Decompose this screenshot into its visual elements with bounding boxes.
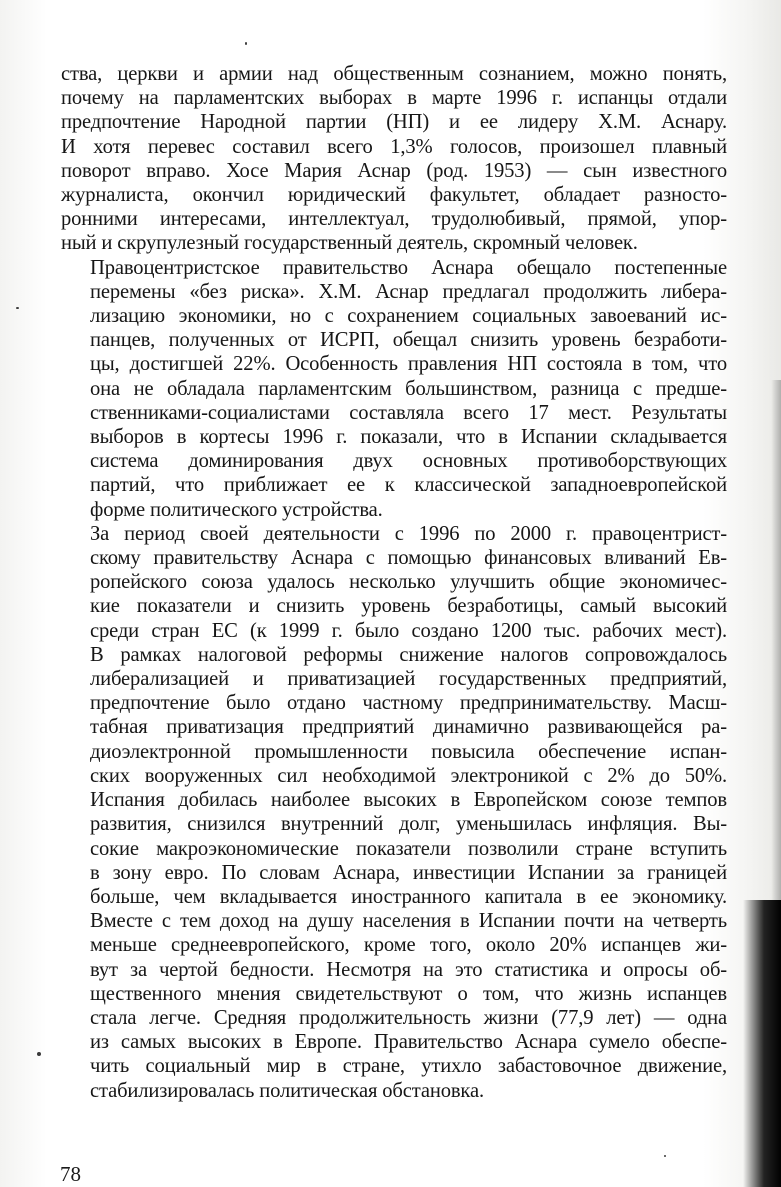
scan-speck (37, 1052, 41, 1056)
text-line: И хотя перевес составил всего 1,3% голосов, произошел плавный (61, 135, 727, 158)
text-line: среди стран ЕС (к 1999 г. было создано 1200 тыс. рабочих мест). (90, 619, 727, 642)
page-number: 78 (60, 1162, 81, 1186)
text-line: поворот вправо. Хосе Мария Аснар (род. 1953) — сын известного (61, 159, 727, 182)
text-line: либерализацией и приватизацией государственных предприятий, (90, 668, 727, 691)
text-line: перемены «без риска». Х.М. Аснар предлагал продолжить либера- (90, 280, 727, 303)
text-line: Испания добилась наиболее высоких в Европейском союзе темпов (90, 789, 727, 812)
text-line: ственниками-социалистами составляла всего 17 мест. Результаты (90, 401, 727, 424)
text-line: лизацию экономики, но с сохранением социальных завоеваний ис- (90, 305, 727, 328)
text-line: вут за чертой бедности. Несмотря на это статистика и опросы об- (90, 958, 727, 981)
page-edge-shadow (743, 900, 781, 1187)
text-line: диоэлектронной промышленности повысила обеспечение испан- (90, 740, 727, 763)
text-line: форме политического устройства. (90, 498, 383, 521)
text-line: ства, церкви и армии над общественным сознанием, можно понять, (61, 63, 727, 85)
text-line: почему на парламентских выборах в марте 1996 г. испанцы отдали (61, 87, 727, 110)
page-edge-shading (771, 380, 781, 900)
text-line: Вместе с тем доход на душу населения в Испании почти на четверть (90, 910, 727, 933)
text-line: из самых высоких в Европе. Правительство Аснара сумело обеспе- (90, 1031, 727, 1054)
text-line: щественного мнения свидетельствуют о том, что жизнь испанцев (90, 982, 727, 1005)
body-text (61, 62, 727, 1103)
text-line: она не обладала парламентским большинством, разница с предше- (90, 377, 727, 400)
text-line: скому правительству Аснара с помощью финансовых вливаний Ев- (90, 547, 727, 570)
text-line: сокие макроэкономические показатели позволили стране вступить (90, 837, 727, 860)
text-line: цы, достигшей 22%. Особенность правления НП состояла в том, что (90, 353, 727, 376)
text-line: система доминирования двух основных противоборствующих (90, 450, 727, 473)
text-line: стала легче. Средняя продолжительность жизни (77,9 лет) — одна (90, 1006, 727, 1029)
text-line: больше, чем вкладывается иностранного капитала в ее экономику. (90, 885, 727, 908)
text-line: табная приватизация предприятий динамично развивающейся ра- (90, 716, 727, 739)
text-line: журналиста, окончил юридический факультет, обладает разносто- (61, 184, 727, 207)
paragraph (61, 62, 727, 256)
scan-speck (664, 1155, 666, 1157)
text-line: меньше среднеевропейского, кроме того, около 20% испанцев жи- (90, 934, 727, 957)
text-line: чить социальный мир в стране, утихло забастовочное движение, (90, 1055, 727, 1078)
text-line: ронними интересами, интеллектуал, трудолюбивый, прямой, упор- (61, 208, 727, 231)
text-line: ских вооруженных сил необходимой электроникой с 2% до 50%. (90, 764, 727, 787)
scan-speck (245, 42, 247, 45)
text-line: развития, снизился внутренний долг, уменьшилась инфляция. Вы- (90, 813, 727, 836)
text-line: ропейского союза удалось несколько улучшить общие экономичес- (90, 571, 727, 594)
text-line: панцев, полученных от ИСРП, обещал снизить уровень безработи- (90, 329, 727, 352)
text-line: предпочтение Народной партии (НП) и ее лидеру Х.М. Аснару. (61, 111, 727, 134)
scan-speck (16, 307, 19, 309)
paragraph (61, 256, 727, 522)
text-line: предпочтение было отдано частному предпринимательству. Масш- (90, 692, 727, 715)
text-line: За период своей деятельности с 1996 по 2000 г. правоцентрист- (90, 522, 727, 545)
text-line: в зону евро. По словам Аснара, инвестиции Испании за границей (90, 861, 727, 884)
text-line: Правоцентристское правительство Аснара обещало постепенные (90, 256, 727, 279)
text-line: партий, что приближает ее к классической западноевропейской (90, 474, 727, 497)
text-line: В рамках налоговой реформы снижение налогов сопровождалось (90, 643, 727, 666)
text-line: ный и скрупулезный государственный деятель, скромный человек. (61, 232, 638, 255)
text-line: стабилизировалась политическая обстановка. (90, 1079, 484, 1102)
paragraph (61, 522, 727, 1103)
text-line: кие показатели и снизить уровень безработицы, самый высокий (90, 595, 727, 618)
text-line: выборов в кортесы 1996 г. показали, что в Испании складывается (90, 426, 727, 449)
